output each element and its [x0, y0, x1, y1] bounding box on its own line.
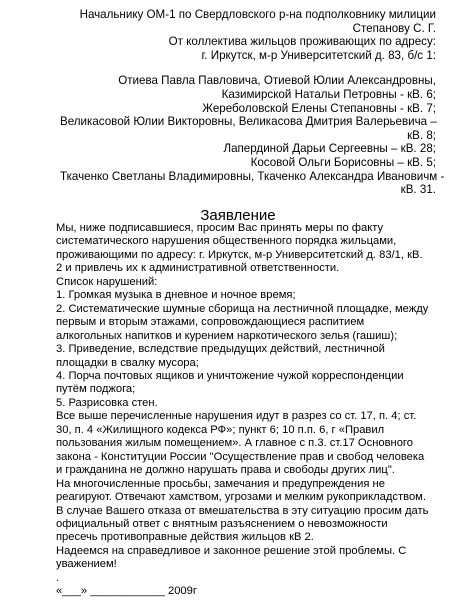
resident-line: кВ. 31. [400, 183, 436, 197]
body-line: 30, п. 4 «Жилищного кодекса РФ»; пункт 6; 10 п.п. 6, г «Правил [56, 423, 385, 436]
violation-item: площадки в свалку мусора; [56, 356, 199, 369]
body-line: . [56, 571, 60, 584]
violation-item: алкогольных напитков и курением наркотического зелья (гашиш); [56, 329, 398, 342]
header-line: г. Иркутск, м-р Университетский д. 83, б/с 1: [201, 48, 436, 62]
resident-line: Отиева Павла Павловича, Отиевой Юлии Александровны, [118, 74, 436, 88]
body-line: Мы, ниже подписавшиеся, просим Вас принять меры по факту [56, 222, 384, 234]
violation-item: 4. Порча почтовых ящиков и уничтожение чужой корреспонденции [56, 369, 404, 382]
body-line: пользования жилым помещением». А главное с п.3. ст.17 Основного [56, 437, 413, 450]
closing-line: уважением! [56, 558, 117, 571]
resident-line: Великасовой Юлии Викторовны, Великасова Дмитрия Валерьевича – [60, 115, 437, 129]
violation-item: 3. Приведение, вследствие предыдущих действий, лестничной [56, 343, 385, 356]
violation-item: 1. Громкая музыка в дневное и ночное время; [56, 289, 296, 302]
violation-item: первым и вторым этажами, сопровождающиеся распитием [56, 316, 365, 329]
header-line: Начальнику ОМ-1 по Свердловского р-на подполковнику милиции [79, 8, 436, 21]
resident-line: Казимирской Натальи Петровны - кВ. 6; [221, 87, 436, 101]
body-line: реагируют. Отвечают хамством, угрозами и мелким рукоприкладством. [56, 491, 426, 504]
resident-line: кВ. 8; [407, 128, 436, 142]
document-title: Заявление [200, 207, 276, 224]
body-line: проживающими по адресу: г. Иркутск, м-р Университетский д. 83/1, кВ. [56, 248, 423, 261]
body-line: закона - Конституции России "Осуществление прав и свобод человека [56, 450, 425, 463]
header-line: Степанову С. Г. [352, 21, 436, 35]
body-line: В случае Вашего отказа от вмешательства в эту ситуацию просим дать [56, 504, 429, 517]
violations-heading: Список нарушений: [56, 275, 158, 288]
body-line: официальный ответ с внятным разъяснением о невозможности [56, 517, 388, 530]
body-line: На многочисленные просьбы, замечания и предупреждения не [56, 477, 385, 490]
resident-line: Лапердиной Дарьи Сергеевны – кВ. 28; [223, 142, 436, 156]
statement-body [56, 222, 466, 599]
body-line: систематического нарушения общественного порядка жильцами, [56, 235, 397, 248]
violation-item: 2. Систематические шумные сборища на лестничной площадке, между [56, 302, 429, 315]
header-line: От коллектива жильцов проживающих по адресу: [168, 35, 436, 49]
resident-line: Ткаченко Светланы Владимировны, Ткаченко Александра Ивановичм - [60, 169, 445, 183]
resident-line: Косовой Ольги Борисовны – кВ. 5; [250, 155, 436, 169]
body-line: 2 и привлечь их к административной ответственности. [56, 262, 340, 275]
spacer [60, 62, 436, 74]
violation-item: 5. Разрисовка стен. [56, 396, 158, 409]
body-line: Надеемся на справедливое и законное решение этой проблемы. С [56, 544, 407, 557]
body-line: пресечь противоправные действия жильцов кВ 2. [56, 531, 314, 544]
body-line: Все выше перечисленные нарушения идут в разрез со ст. 17, п. 4; ст. [56, 410, 417, 423]
resident-line: Жереболовской Елены Степановны - кВ. 7; [202, 101, 436, 115]
violation-item: путём поджога; [56, 383, 136, 396]
date-signature-line: «___» ____________ 2009г [56, 585, 197, 598]
body-line: и гражданина не должно нарушать права и свободы других лиц". [56, 464, 395, 477]
addressee-block [60, 8, 445, 197]
